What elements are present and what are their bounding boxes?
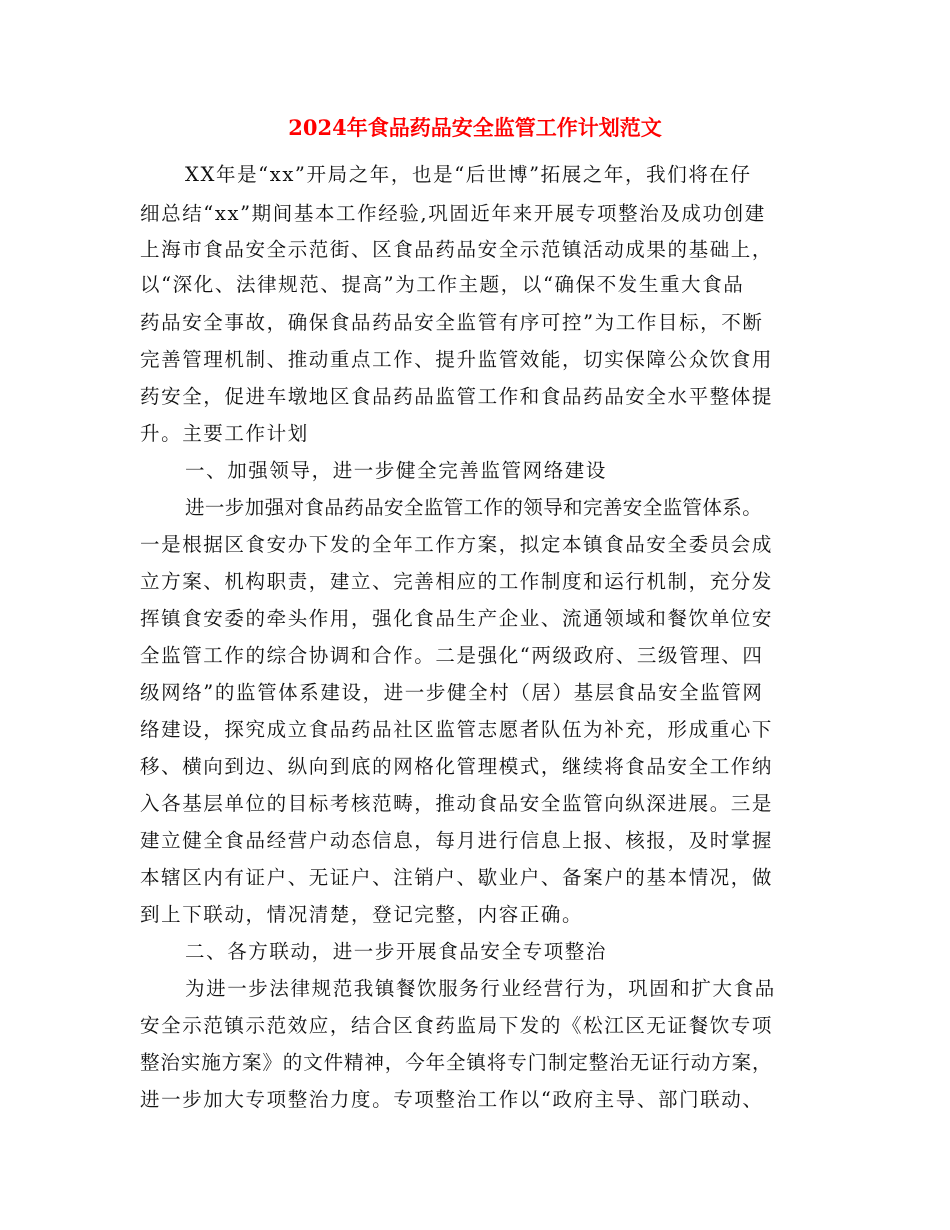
text-line: 药安全，促进车墩地区食品药品监管工作和食品药品安全水平整体提 (140, 385, 774, 408)
text-line: 以“深化、法律规范、提高”为工作主题，以“确保不发生重大食品 (140, 273, 745, 296)
text-line: 络建设，探究成立食品药品社区监管志愿者队伍为补充，形成重心下 (140, 718, 774, 741)
text-line: 立方案、机构职责，建立、完善相应的工作制度和运行机制，充分发 (140, 570, 774, 593)
text-line: 完善管理机制、推动重点工作、提升监管效能，切实保障公众饮食用 (140, 348, 774, 371)
text-line: 级网络”的监管体系建设，进一步健全村（居）基层食品安全监管网 (140, 681, 764, 704)
text-line: 全监管工作的综合协调和合作。二是强化“两级政府、三级管理、四 (140, 644, 764, 667)
text-line: 进一步加大专项整治力度。专项整治工作以“政府主导、部门联动、 (140, 1088, 764, 1111)
text-line: 建立健全食品经营户动态信息，每月进行信息上报、核报，及时掌握 (140, 829, 774, 852)
text-line: 整治实施方案》的文件精神，今年全镇将专门制定整治无证行动方案， (140, 1051, 773, 1074)
text-line: 药品安全事故，确保食品药品安全监管有序可控”为工作目标，不断 (140, 311, 764, 334)
text-line: 进一步加强对食品药品安全监管工作的领导和完善安全监管体系。 (185, 496, 763, 519)
text-line: 上海市食品安全示范街、区食品药品安全示范镇活动成果的基础上， (140, 238, 774, 261)
text-line: 安全示范镇示范效应，结合区食药监局下发的《松江区无证餐饮专项 (140, 1014, 774, 1037)
document-title: 2024年食品药品安全监管工作计划范文 (288, 115, 662, 140)
text-line: 一是根据区食安办下发的全年工作方案，拟定本镇食品安全委员会成 (140, 533, 774, 556)
section-heading: 二、各方联动，进一步开展食品安全专项整治 (185, 940, 608, 963)
text-line: 入各基层单位的目标考核范畴，推动食品安全监管向纵深进展。三是 (140, 792, 774, 815)
section-heading: 一、加强领导，进一步健全完善监管网络建设 (185, 459, 608, 482)
text-line: 移、横向到边、纵向到底的网格化管理模式，继续将食品安全工作纳 (140, 755, 774, 778)
text-line: 本辖区内有证户、无证户、注销户、歇业户、备案户的基本情况，做 (140, 866, 774, 889)
text-line: 到上下联动，情况清楚，登记完整，内容正确。 (140, 903, 584, 926)
text-line: 为进一步法律规范我镇餐饮服务行业经营行为，巩固和扩大食品 (185, 977, 776, 1000)
text-line: 挥镇食安委的牵头作用，强化食品生产企业、流通领域和餐饮单位安 (140, 607, 774, 630)
text-line: 升。主要工作计划 (140, 422, 309, 445)
text-line: 细总结“xx”期间基本工作经验,巩固近年来开展专项整治及成功创建 (140, 202, 766, 225)
text-line: XX年是“xx”开局之年，也是“后世博”拓展之年，我们将在仔 (185, 163, 752, 186)
